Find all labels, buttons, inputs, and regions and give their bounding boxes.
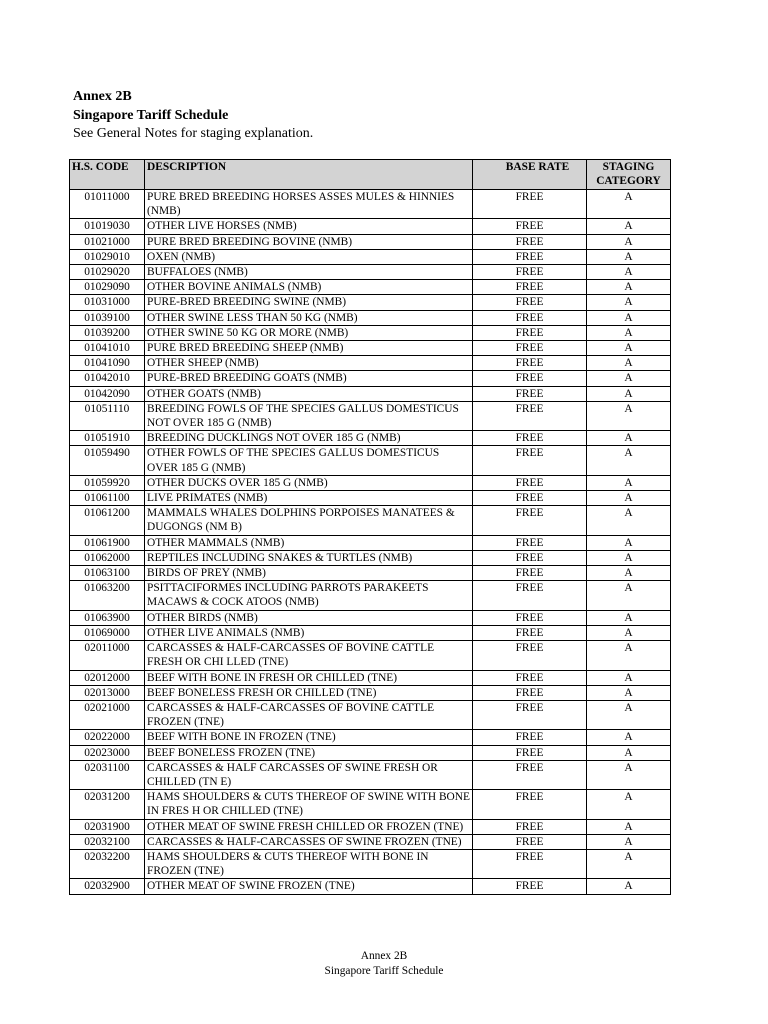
hs-code-cell: 02032200 [70, 849, 145, 878]
hs-code-cell: 01063100 [70, 566, 145, 581]
base-rate-cell: FREE [473, 401, 587, 430]
table-row [70, 446, 671, 475]
base-rate-cell: FREE [473, 879, 587, 894]
base-rate-cell: FREE [473, 670, 587, 685]
description-cell: CARCASSES & HALF CARCASSES OF SWINE FRESH OR CHILLED (TN E) [145, 760, 473, 789]
table-row [70, 610, 671, 625]
table-row [70, 371, 671, 386]
description-cell: PURE BRED BREEDING HORSES ASSES MULES & HINNIES (NMB) [145, 190, 473, 219]
description-cell: HAMS SHOULDERS & CUTS THEREOF WITH BONE IN FROZEN (TNE) [145, 849, 473, 878]
hs-code-header: H.S. CODE [70, 160, 145, 190]
base-rate-cell: FREE [473, 356, 587, 371]
table-row [70, 341, 671, 356]
table-row [70, 730, 671, 745]
base-rate-cell: FREE [473, 610, 587, 625]
staging-category-cell: A [587, 700, 671, 729]
description-cell: BIRDS OF PREY (NMB) [145, 566, 473, 581]
page-footer [0, 949, 768, 979]
hs-code-cell: 01061900 [70, 535, 145, 550]
staging-category-cell: A [587, 819, 671, 834]
staging-category-cell: A [587, 745, 671, 760]
description-cell: OTHER BIRDS (NMB) [145, 610, 473, 625]
description-cell: OTHER FOWLS OF THE SPECIES GALLUS DOMESTICUS OVER 185 G (NMB) [145, 446, 473, 475]
base-rate-cell: FREE [473, 625, 587, 640]
base-rate-cell: FREE [473, 280, 587, 295]
description-cell: CARCASSES & HALF-CARCASSES OF SWINE FROZEN (TNE) [145, 834, 473, 849]
hs-code-cell: 01062000 [70, 550, 145, 565]
hs-code-cell: 02031200 [70, 790, 145, 819]
tariff-table-body [70, 190, 671, 895]
description-cell: MAMMALS WHALES DOLPHINS PORPOISES MANATEES & DUGONGS (NM B) [145, 506, 473, 535]
base-rate-cell: FREE [473, 641, 587, 670]
description-cell: LIVE PRIMATES (NMB) [145, 491, 473, 506]
base-rate-cell: FREE [473, 849, 587, 878]
staging-category-cell: A [587, 849, 671, 878]
description-cell: REPTILES INCLUDING SNAKES & TURTLES (NMB) [145, 550, 473, 565]
table-row [70, 491, 671, 506]
description-cell: OTHER MEAT OF SWINE FRESH CHILLED OR FROZEN (TNE) [145, 819, 473, 834]
description-cell: BREEDING FOWLS OF THE SPECIES GALLUS DOMESTICUS NOT OVER 185 G (NMB) [145, 401, 473, 430]
base-rate-cell: FREE [473, 506, 587, 535]
description-cell: PURE-BRED BREEDING GOATS (NMB) [145, 371, 473, 386]
staging-category-cell: A [587, 356, 671, 371]
base-rate-cell: FREE [473, 386, 587, 401]
hs-code-cell: 01019030 [70, 219, 145, 234]
staging-category-cell: A [587, 625, 671, 640]
hs-code-cell: 02022000 [70, 730, 145, 745]
footer-title: Singapore Tariff Schedule [324, 965, 444, 977]
description-cell: OTHER MEAT OF SWINE FROZEN (TNE) [145, 879, 473, 894]
staging-category-cell: A [587, 581, 671, 610]
hs-code-cell: 02031100 [70, 760, 145, 789]
hs-code-cell: 01039100 [70, 310, 145, 325]
staging-category-cell: A [587, 219, 671, 234]
description-cell: CARCASSES & HALF-CARCASSES OF BOVINE CATTLE FROZEN (TNE) [145, 700, 473, 729]
description-cell: HAMS SHOULDERS & CUTS THEREOF OF SWINE WITH BONE IN FRES H OR CHILLED (TNE) [145, 790, 473, 819]
base-rate-cell: FREE [473, 190, 587, 219]
hs-code-cell: 01031000 [70, 295, 145, 310]
annex-label: Annex 2B [73, 89, 132, 104]
staging-category-cell: A [587, 790, 671, 819]
base-rate-cell: FREE [473, 760, 587, 789]
table-row [70, 325, 671, 340]
staging-category-cell: A [587, 295, 671, 310]
table-row [70, 685, 671, 700]
staging-category-header [587, 160, 671, 190]
base-rate-cell: FREE [473, 234, 587, 249]
hs-code-cell: 01063900 [70, 610, 145, 625]
base-rate-cell: FREE [473, 341, 587, 356]
description-cell: PSITTACIFORMES INCLUDING PARROTS PARAKEETS MACAWS & COCK ATOOS (NMB) [145, 581, 473, 610]
base-rate-cell: FREE [473, 834, 587, 849]
staging-category-cell: A [587, 566, 671, 581]
hs-code-cell: 01042090 [70, 386, 145, 401]
base-rate-cell: FREE [473, 295, 587, 310]
staging-category-cell: A [587, 506, 671, 535]
base-rate-cell: FREE [473, 310, 587, 325]
table-row [70, 566, 671, 581]
footer-annex: Annex 2B [360, 950, 408, 962]
table-row [70, 386, 671, 401]
hs-code-cell: 01039200 [70, 325, 145, 340]
base-rate-cell: FREE [473, 371, 587, 386]
staging-category-cell: A [587, 234, 671, 249]
base-rate-cell: FREE [473, 790, 587, 819]
staging-category-cell: A [587, 670, 671, 685]
staging-category-cell: A [587, 401, 671, 430]
table-row [70, 670, 671, 685]
table-row [70, 849, 671, 878]
staging-category-cell: A [587, 879, 671, 894]
staging-category-cell: A [587, 535, 671, 550]
hs-code-cell: 01069000 [70, 625, 145, 640]
staging-category-cell: A [587, 431, 671, 446]
hs-code-cell: 02012000 [70, 670, 145, 685]
staging-category-cell: A [587, 685, 671, 700]
hs-code-cell: 01041090 [70, 356, 145, 371]
table-row [70, 265, 671, 280]
table-row [70, 581, 671, 610]
base-rate-cell: FREE [473, 249, 587, 264]
staging-category-cell: A [587, 730, 671, 745]
table-row [70, 431, 671, 446]
staging-category-cell: A [587, 834, 671, 849]
base-rate-header: BASE RATE [473, 160, 587, 190]
base-rate-cell: FREE [473, 745, 587, 760]
staging-note: See General Notes for staging explanation. [73, 126, 314, 141]
base-rate-cell: FREE [473, 219, 587, 234]
description-cell: OTHER SHEEP (NMB) [145, 356, 473, 371]
staging-category-cell: A [587, 265, 671, 280]
description-cell: OTHER SWINE 50 KG OR MORE (NMB) [145, 325, 473, 340]
table-row [70, 879, 671, 894]
staging-category-cell: A [587, 641, 671, 670]
hs-code-cell: 02023000 [70, 745, 145, 760]
staging-category-cell: A [587, 280, 671, 295]
staging-category-cell: A [587, 491, 671, 506]
staging-category-cell: A [587, 190, 671, 219]
table-row [70, 834, 671, 849]
staging-category-cell: A [587, 371, 671, 386]
hs-code-cell: 01063200 [70, 581, 145, 610]
description-cell: OTHER SWINE LESS THAN 50 KG (NMB) [145, 310, 473, 325]
hs-code-cell: 01021000 [70, 234, 145, 249]
table-row [70, 475, 671, 490]
base-rate-cell: FREE [473, 446, 587, 475]
description-cell: CARCASSES & HALF-CARCASSES OF BOVINE CATTLE FRESH OR CHI LLED (TNE) [145, 641, 473, 670]
staging-category-cell: A [587, 446, 671, 475]
hs-code-cell: 02031900 [70, 819, 145, 834]
table-header-row [70, 160, 671, 190]
hs-code-cell: 01029020 [70, 265, 145, 280]
table-row [70, 760, 671, 789]
staging-category-cell: A [587, 386, 671, 401]
description-cell: PURE-BRED BREEDING SWINE (NMB) [145, 295, 473, 310]
table-row [70, 219, 671, 234]
base-rate-cell: FREE [473, 431, 587, 446]
hs-code-cell: 01051910 [70, 431, 145, 446]
description-cell: PURE BRED BREEDING SHEEP (NMB) [145, 341, 473, 356]
table-row [70, 625, 671, 640]
table-row [70, 819, 671, 834]
description-cell: OTHER MAMMALS (NMB) [145, 535, 473, 550]
hs-code-cell: 02032900 [70, 879, 145, 894]
table-row [70, 280, 671, 295]
hs-code-cell: 01051110 [70, 401, 145, 430]
base-rate-cell: FREE [473, 265, 587, 280]
description-cell: PURE BRED BREEDING BOVINE (NMB) [145, 234, 473, 249]
staging-category-cell: A [587, 341, 671, 356]
hs-code-cell: 01061200 [70, 506, 145, 535]
description-cell: BEEF BONELESS FROZEN (TNE) [145, 745, 473, 760]
hs-code-cell: 02021000 [70, 700, 145, 729]
description-cell: BEEF WITH BONE IN FROZEN (TNE) [145, 730, 473, 745]
table-row [70, 700, 671, 729]
hs-code-cell: 02013000 [70, 685, 145, 700]
hs-code-cell: 01011000 [70, 190, 145, 219]
base-rate-cell: FREE [473, 819, 587, 834]
base-rate-cell: FREE [473, 730, 587, 745]
description-cell: OTHER DUCKS OVER 185 G (NMB) [145, 475, 473, 490]
table-row [70, 310, 671, 325]
hs-code-cell: 01059490 [70, 446, 145, 475]
description-cell: BREEDING DUCKLINGS NOT OVER 185 G (NMB) [145, 431, 473, 446]
hs-code-cell: 01029010 [70, 249, 145, 264]
staging-header-line1: STAGING [602, 161, 655, 173]
staging-category-cell: A [587, 325, 671, 340]
description-cell: BEEF BONELESS FRESH OR CHILLED (TNE) [145, 685, 473, 700]
tariff-table [69, 159, 671, 895]
base-rate-cell: FREE [473, 685, 587, 700]
base-rate-cell: FREE [473, 566, 587, 581]
hs-code-cell: 01041010 [70, 341, 145, 356]
hs-code-cell: 02011000 [70, 641, 145, 670]
description-cell: OTHER GOATS (NMB) [145, 386, 473, 401]
hs-code-cell: 01042010 [70, 371, 145, 386]
base-rate-cell: FREE [473, 325, 587, 340]
description-cell: OTHER BOVINE ANIMALS (NMB) [145, 280, 473, 295]
staging-category-cell: A [587, 310, 671, 325]
table-row [70, 790, 671, 819]
hs-code-cell: 01029090 [70, 280, 145, 295]
base-rate-cell: FREE [473, 475, 587, 490]
table-row [70, 550, 671, 565]
base-rate-cell: FREE [473, 581, 587, 610]
table-row [70, 356, 671, 371]
description-cell: BEEF WITH BONE IN FRESH OR CHILLED (TNE) [145, 670, 473, 685]
table-row [70, 190, 671, 219]
document-title: Singapore Tariff Schedule [73, 107, 229, 123]
description-cell: OTHER LIVE ANIMALS (NMB) [145, 625, 473, 640]
description-header: DESCRIPTION [145, 160, 473, 190]
base-rate-cell: FREE [473, 535, 587, 550]
table-row [70, 234, 671, 249]
description-cell: OTHER LIVE HORSES (NMB) [145, 219, 473, 234]
table-row [70, 249, 671, 264]
staging-category-cell: A [587, 550, 671, 565]
staging-header-line2: CATEGORY [596, 175, 661, 188]
table-row [70, 506, 671, 535]
staging-category-cell: A [587, 475, 671, 490]
table-row [70, 295, 671, 310]
staging-category-cell: A [587, 249, 671, 264]
base-rate-cell: FREE [473, 491, 587, 506]
base-rate-cell: FREE [473, 550, 587, 565]
description-cell: BUFFALOES (NMB) [145, 265, 473, 280]
staging-category-cell: A [587, 760, 671, 789]
hs-code-cell: 01061100 [70, 491, 145, 506]
base-rate-cell: FREE [473, 700, 587, 729]
hs-code-cell: 02032100 [70, 834, 145, 849]
table-row [70, 745, 671, 760]
staging-category-cell: A [587, 610, 671, 625]
table-row [70, 401, 671, 430]
table-row [70, 535, 671, 550]
document-header [73, 88, 313, 144]
table-row [70, 641, 671, 670]
description-cell: OXEN (NMB) [145, 249, 473, 264]
hs-code-cell: 01059920 [70, 475, 145, 490]
